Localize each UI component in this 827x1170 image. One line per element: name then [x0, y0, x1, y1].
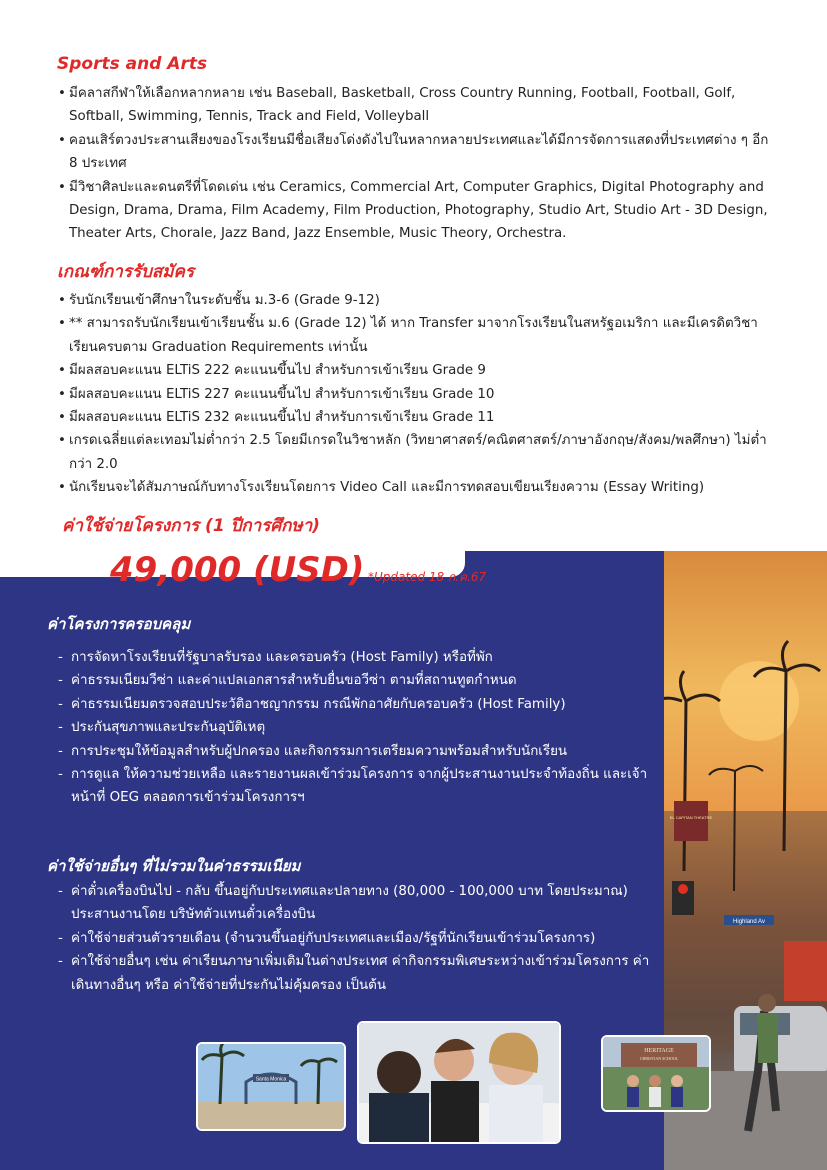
list-item: • มีผลสอบคะแนน ELTiS 232 คะแนนขึ้นไป สำหรับการเข้าเรียน Grade 11: [58, 406, 773, 429]
santa-monica-pier-photo: [196, 1042, 346, 1131]
list-item: • ** สามารถรับนักเรียนเข้าเรียนชั้น ม.6 (Grade 12) ได้ หาก Transfer มาจากโรงเรียนในสหรัฐอเมริกา และมีเครดิตวิชาเรียนครบตาม Graduation Requirements เท่านั้น: [58, 312, 773, 359]
price-value: 49,000 (USD): [110, 550, 365, 590]
list-item: - การจัดหาโรงเรียนที่รัฐบาลรับรอง และครอบครัว (Host Family) หรือที่พัก: [58, 646, 658, 669]
list-item: • มีผลสอบคะแนน ELTiS 222 คะแนนขึ้นไป สำหรับการเข้าเรียน Grade 9: [58, 359, 773, 382]
school-illustration: [603, 1037, 709, 1110]
list-item: - ค่าตั๋วเครื่องบินไป - กลับ ขึ้นอยู่กับประเทศและปลายทาง (80,000 - 100,000 บาท โดยประมาณ) ประสานงานโดย บริษัทตัวแทนตั๋วเครื่องบิน: [58, 880, 652, 927]
students-illustration: [359, 1023, 559, 1142]
pier-illustration: [198, 1044, 344, 1129]
school-sign-line2: CHRISTIAN SCHOOL: [639, 1056, 679, 1061]
covered-list: [58, 646, 658, 810]
list-item: - การดูแล ให้ความช่วยเหลือ และรายงานผลเข้าร่วมโครงการ จากผู้ประสานงานประจำท้องถิ่น และเจ้าหน้าที่ OEG ตลอดการเข้าร่วมโครงการฯ: [58, 763, 658, 810]
sports-title: Sports and Arts: [57, 54, 208, 74]
list-item: • มีวิชาศิลปะและดนตรีที่โดดเด่น เช่น Ceramics, Commercial Art, Computer Graphics, Digital Photography and Design, Drama, Drama, Film Academy, Film Production, Photography, Studio Art, Studio Art - 3D Design, Theater Arts, Chorale, Jazz Band, Jazz Ensemble, Music Theory, Orchestra.: [58, 176, 773, 246]
criteria-title: เกณฑ์การรับสมัคร: [57, 262, 194, 282]
list-item: - ค่าธรรมเนียมวีซ่า และค่าแปลเอกสารสำหรับยื่นขอวีซ่า ตามที่สถานทูตกำหนด: [58, 669, 658, 692]
list-item: • เกรดเฉลี่ยแต่ละเทอมไม่ต่ำกว่า 2.5 โดยมีเกรดในวิชาหลัก (วิทยาศาสตร์/คณิตศาสตร์/ภาษาอังกฤษ/สังคม/พลศึกษา) ไม่ต่ำกว่า 2.0: [58, 429, 773, 476]
list-item: • นักเรียนจะได้สัมภาษณ์กับทางโรงเรียนโดยการ Video Call และมีการทดสอบเขียนเรียงความ (Essay Writing): [58, 476, 773, 499]
school-sign-line1: HERITAGE: [644, 1048, 674, 1054]
pier-sign-text: Santa Monica: [255, 1076, 287, 1083]
price-updated-note: *Updated 18 ก.ค.67: [368, 570, 487, 584]
list-item: • มีคลาสกีฬาให้เลือกหลากหลาย เช่น Baseball, Basketball, Cross Country Running, Football, Football, Golf, Softball, Swimming, Tennis, Track and Field, Volleyball: [58, 82, 773, 129]
other-title: ค่าใช้จ่ายอื่นๆ ที่ไม่รวมในค่าธรรมเนียม: [47, 857, 301, 875]
students-photo: [357, 1021, 561, 1144]
list-item: - ค่าใช้จ่ายอื่นๆ เช่น ค่าเรียนภาษาเพิ่มเติมในต่างประเทศ ค่ากิจกรรมพิเศษระหว่างเข้าร่วมโครงการ ค่าเดินทางอื่นๆ หรือ ค่าใช้จ่ายที่ประกันไม่คุ้มครอง เป็นต้น: [58, 950, 652, 997]
list-item: - การประชุมให้ข้อมูลสำหรับผู้ปกครอง และกิจกรรมการเตรียมความพร้อมสำหรับนักเรียน: [58, 740, 658, 763]
street-sign-text: Highland Av: [733, 919, 765, 925]
list-item: • คอนเสิร์ตวงประสานเสียงของโรงเรียนมีชื่อเสียงโด่งดังไปในหลากหลายประเทศและได้มีการจัดการแสดงที่ประเทศต่าง ๆ อีก 8 ประเทศ: [58, 129, 773, 176]
theatre-sign-text: EL CAPITAN THEATRE: [669, 815, 713, 820]
sports-list: [58, 82, 773, 246]
list-item: • มีผลสอบคะแนน ELTiS 227 คะแนนขึ้นไป สำหรับการเข้าเรียน Grade 10: [58, 383, 773, 406]
list-item: - ประกันสุขภาพและประกันอุบัติเหตุ: [58, 716, 658, 739]
list-item: - ค่าใช้จ่ายส่วนตัวรายเดือน (จำนวนขึ้นอยู่กับประเทศและเมือง/รัฐที่นักเรียนเข้าร่วมโครงการ): [58, 927, 652, 950]
other-list: [58, 880, 652, 997]
list-item: - ค่าธรรมเนียมตรวจสอบประวัติอาชญากรรม กรณีพักอาศัยกับครอบครัว (Host Family): [58, 693, 658, 716]
covered-title: ค่าโครงการครอบคลุม: [47, 615, 191, 633]
theatre-sign: [674, 801, 708, 841]
criteria-list: [58, 289, 773, 500]
cost-title: ค่าใช้จ่ายโครงการ (1 ปีการศึกษา): [62, 516, 320, 536]
list-item: • รับนักเรียนเข้าศึกษาในระดับชั้น ม.3-6 (Grade 9-12): [58, 289, 773, 312]
school-sign-photo: [601, 1035, 711, 1112]
